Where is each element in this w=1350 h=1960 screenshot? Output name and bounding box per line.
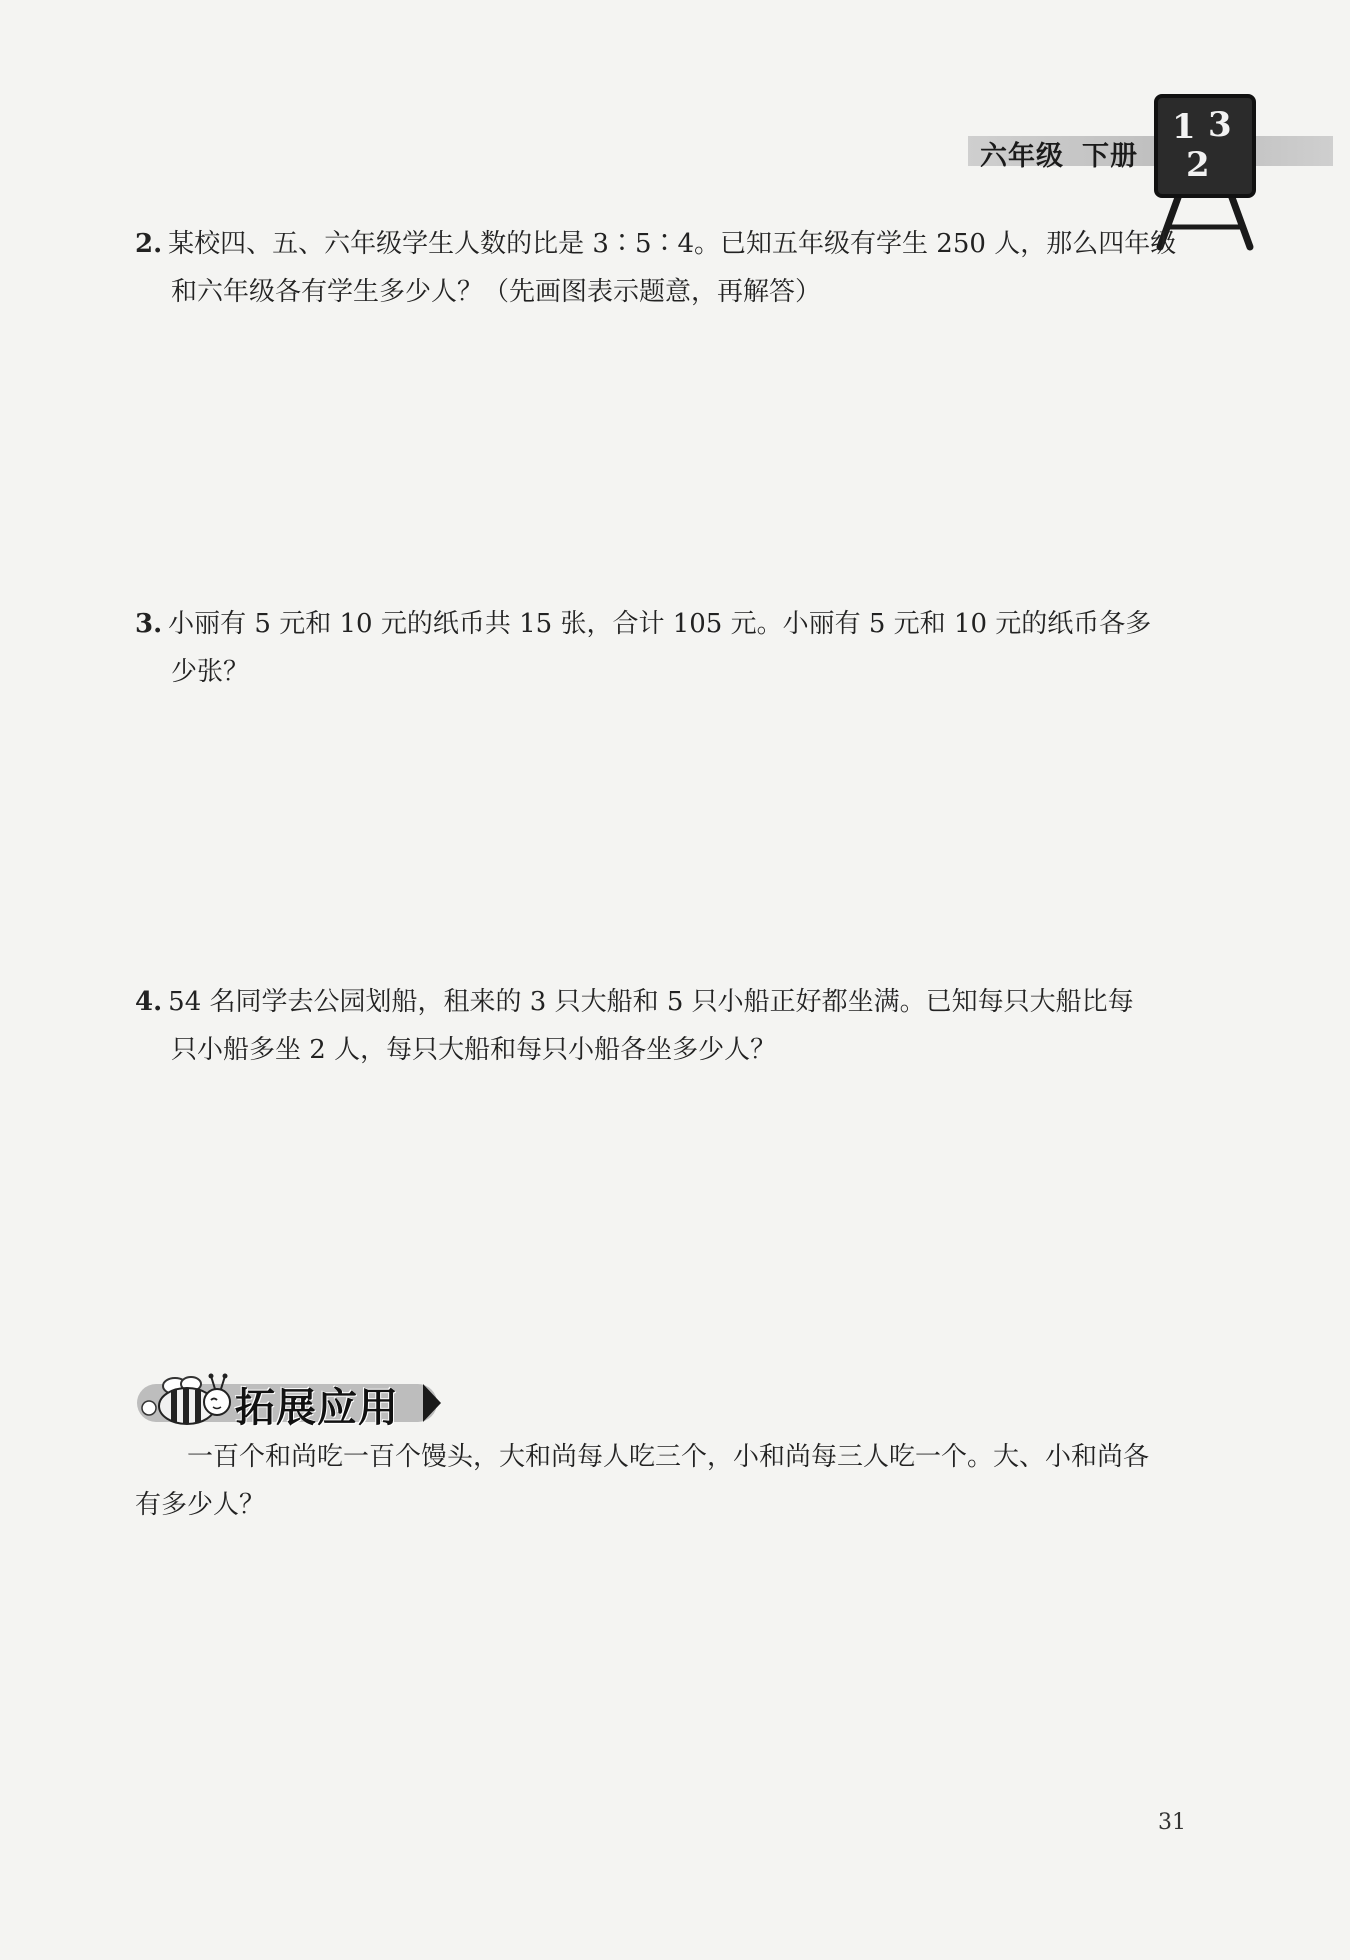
question-4-line1 (135, 978, 1195, 1026)
question-number: 3. (135, 609, 163, 639)
page-number: 31 (1158, 1810, 1186, 1835)
question-2-line1 (135, 220, 1195, 268)
question-2 (135, 220, 1195, 316)
bee-icon (137, 1372, 233, 1432)
volume-label: 下册 (1082, 141, 1138, 172)
grade-label: 六年级 (980, 141, 1064, 172)
question-text: 小丽有 5 元和 10 元的纸币共 15 张，合计 105 元。小丽有 5 元和 10 元的纸币各多 (168, 609, 1152, 639)
question-3-line1 (135, 600, 1195, 648)
section-heading (135, 1372, 445, 1432)
extension-line2: 有多少人？ (135, 1490, 266, 1520)
question-4-line2: 只小船多坐 2 人，每只大船和每只小船各坐多少人？ (171, 1035, 777, 1065)
extension-text: 一百个和尚吃一百个馒头，大和尚每人吃三个，小和尚每三人吃一个。大、小和尚各 (187, 1442, 1150, 1472)
header-title (980, 134, 1138, 173)
section-title: 拓展应用 (235, 1385, 399, 1431)
board-digit-2: 2 (1186, 145, 1210, 185)
question-2-line2: 和六年级各有学生多少人？（先画图表示题意，再解答） (171, 277, 822, 307)
extension-problem (135, 1433, 1195, 1529)
question-text: 54 名同学去公园划船，租来的 3 只大船和 5 只小船正好都坐满。已知每只大船比每 (168, 987, 1134, 1017)
question-3 (135, 600, 1195, 696)
question-text: 某校四、五、六年级学生人数的比是 3∶5∶4。已知五年级有学生 250 人，那么四年级 (168, 229, 1177, 259)
question-4 (135, 978, 1195, 1074)
extension-line1 (135, 1433, 1195, 1481)
question-3-line2: 少张？ (171, 657, 250, 687)
board-digit-1: 1 (1172, 107, 1196, 147)
board-digit-3: 3 (1208, 105, 1232, 145)
question-number: 4. (135, 987, 163, 1017)
question-number: 2. (135, 229, 163, 259)
